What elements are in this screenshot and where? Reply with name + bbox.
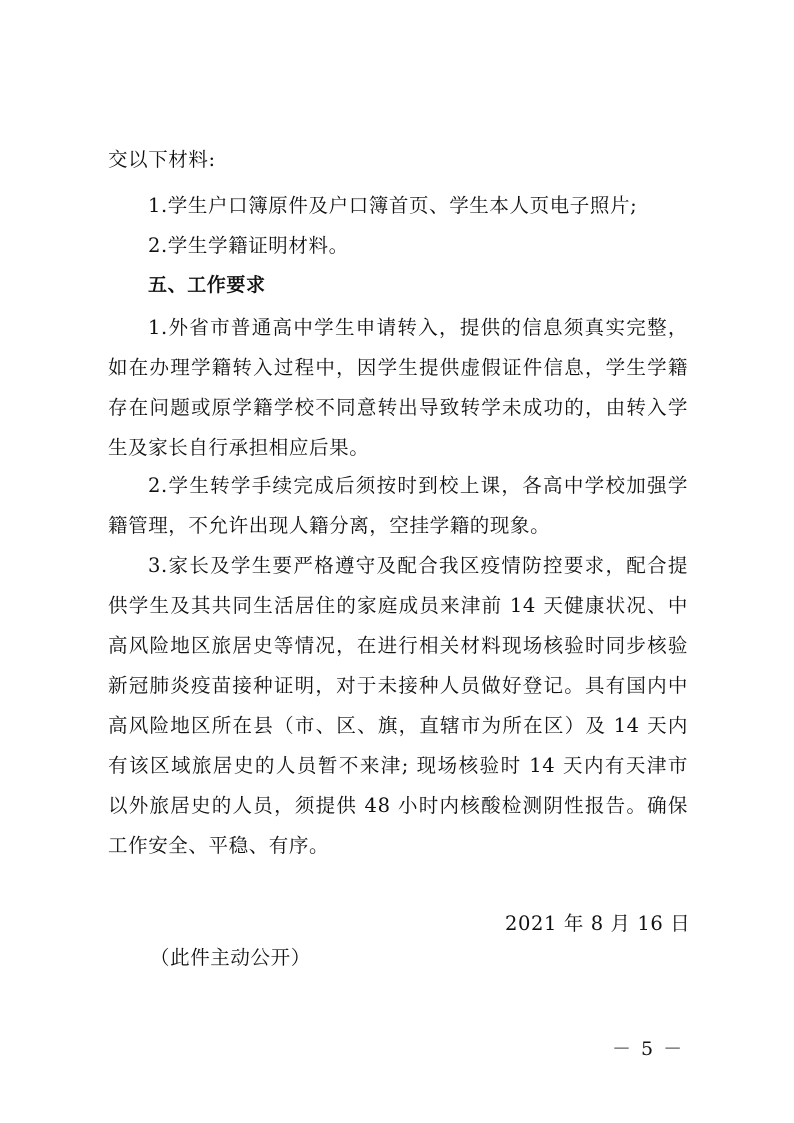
page-number: － 5 － bbox=[612, 1038, 685, 1060]
paragraph-3-line: 3.家长及学生要严格遵守及配合我区疫情防控要求，配合提 bbox=[148, 554, 688, 577]
paragraph-3-line: 新冠肺炎疫苗接种证明，对于未接种人员做好登记。具有国内中 bbox=[108, 674, 688, 697]
text-line-item-2: 2.学生学籍证明材料。 bbox=[148, 234, 349, 257]
paragraph-2-line: 籍管理，不允许出现人籍分离，空挂学籍的现象。 bbox=[108, 514, 551, 537]
disclosure-note: （此件主动公开） bbox=[150, 946, 311, 969]
paragraph-3-line: 供学生及其共同生活居住的家庭成员来津前 14 天健康状况、中 bbox=[108, 594, 688, 617]
paragraph-1-line: 1.外省市普通高中学生申请转入，提供的信息须真实完整， bbox=[148, 316, 688, 339]
paragraph-3-line: 高风险地区所在县（市、区、旗，直辖市为所在区）及 14 天内 bbox=[108, 714, 688, 737]
text-line-item-1: 1.学生户口簿原件及户口簿首页、学生本人页电子照片; bbox=[148, 194, 638, 217]
paragraph-3-line: 高风险地区旅居史等情况，在进行相关材料现场核验时同步核验 bbox=[108, 634, 688, 657]
paragraph-1-line: 生及家长自行承担相应后果。 bbox=[108, 436, 370, 459]
paragraph-3-line: 以外旅居史的人员，须提供 48 小时内核酸检测阴性报告。确保 bbox=[108, 794, 688, 817]
paragraph-1-line: 存在问题或原学籍学校不同意转出导致转学未成功的，由转入学 bbox=[108, 396, 688, 419]
paragraph-2-line: 2.学生转学手续完成后须按时到校上课，各高中学校加强学 bbox=[148, 474, 688, 497]
paragraph-3-line: 有该区域旅居史的人员暂不来津; 现场核验时 14 天内有天津市 bbox=[108, 754, 688, 777]
document-date: 2021 年 8 月 16 日 bbox=[505, 912, 691, 935]
paragraph-1-line: 如在办理学籍转入过程中，因学生提供虚假证件信息，学生学籍 bbox=[108, 356, 688, 379]
paragraph-3-line: 工作安全、平稳、有序。 bbox=[108, 834, 330, 857]
text-line-materials-intro: 交以下材料: bbox=[108, 148, 216, 171]
section-heading: 五、工作要求 bbox=[148, 274, 266, 296]
